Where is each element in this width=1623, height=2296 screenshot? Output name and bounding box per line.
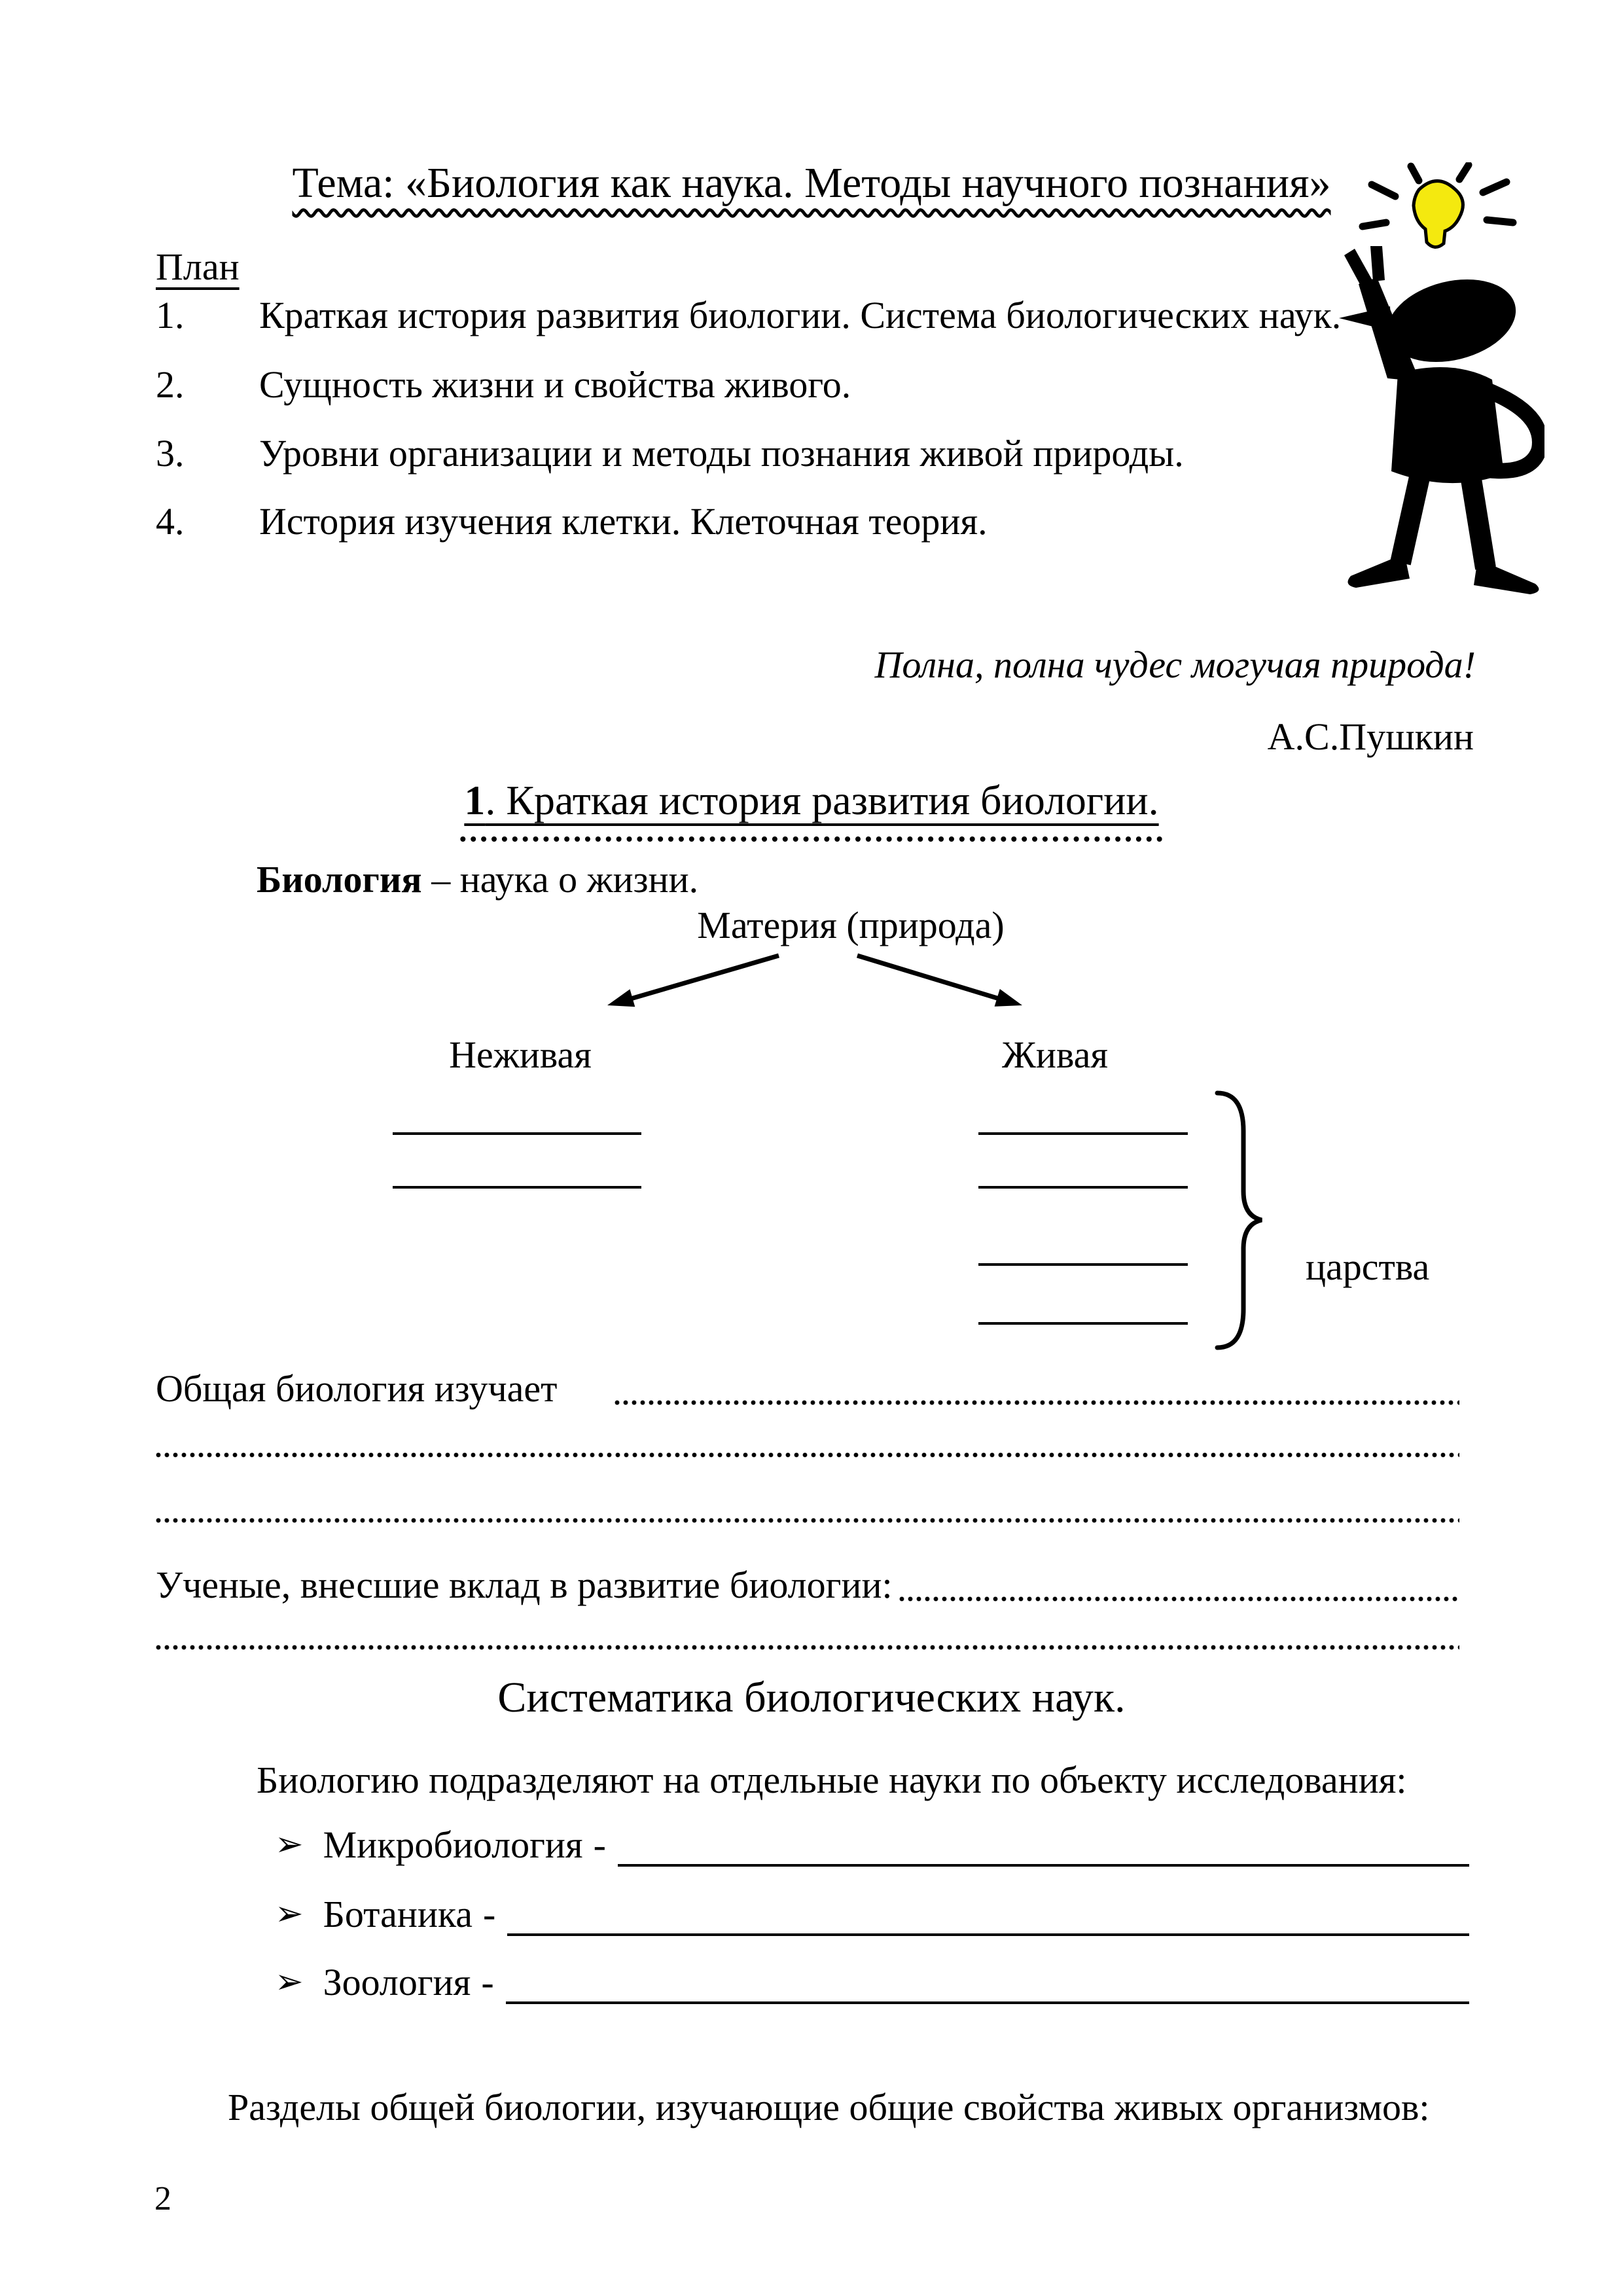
lightbulb-icon bbox=[1363, 165, 1513, 247]
definition-term: Биология bbox=[257, 858, 422, 901]
plan-item-number: 3. bbox=[156, 432, 185, 475]
section2-heading: Систематика биологических наук. bbox=[497, 1674, 1126, 1721]
blank-line-living-3 bbox=[978, 1263, 1188, 1266]
dotted-answer-line bbox=[156, 1431, 1459, 1458]
definition-text: – наука о жизни. bbox=[421, 858, 699, 901]
diagram-branch-arrows bbox=[576, 948, 1073, 1033]
blank-answer-line bbox=[507, 1895, 1469, 1936]
biology-definition bbox=[257, 857, 698, 901]
scientists-label: Ученые, внесшие вклад в развитие биологии: bbox=[156, 1564, 893, 1606]
plan-item-text: Уровни организации и методы познания живой природы. bbox=[259, 432, 1184, 475]
right-arrowhead-icon bbox=[995, 989, 1022, 1007]
dotted-answer-line bbox=[156, 1623, 1459, 1651]
blank-answer-line bbox=[506, 1964, 1469, 2004]
arrow-bullet-icon: ➢ bbox=[275, 1895, 304, 1933]
plan-item-number: 4. bbox=[156, 500, 185, 543]
page-number: 2 bbox=[154, 2180, 171, 2217]
blank-line-nonliving-1 bbox=[393, 1132, 641, 1135]
bullet-row-microbiology bbox=[275, 1823, 1469, 1867]
plan-item-text: Краткая история развития биологии. Система биологических наук. bbox=[259, 294, 1342, 336]
blank-line-living-2 bbox=[978, 1186, 1188, 1189]
arrow-bullet-icon: ➢ bbox=[275, 1826, 304, 1863]
general-biology-row bbox=[156, 1365, 1459, 1412]
left-arrowhead-icon bbox=[607, 989, 635, 1007]
plan-item-2 bbox=[156, 363, 1471, 406]
dotted-answer-line bbox=[899, 1562, 1459, 1609]
diagram-right-branch: Живая bbox=[1001, 1033, 1109, 1076]
bullet-row-zoology bbox=[275, 1961, 1469, 2004]
blank-answer-line bbox=[618, 1826, 1469, 1867]
dotted-answer-line bbox=[156, 1496, 1459, 1524]
curly-brace-icon bbox=[1205, 1088, 1268, 1353]
bullet-row-botany bbox=[275, 1893, 1469, 1936]
bullet-separator: - bbox=[593, 1823, 606, 1866]
blank-line-living-4 bbox=[978, 1322, 1188, 1325]
bullet-label: Ботаника bbox=[323, 1893, 473, 1935]
section2-outro: Разделы общей биологии, изучающие общие свойства живых организмов: bbox=[228, 2086, 1430, 2128]
section1-number: 1 bbox=[464, 777, 486, 823]
diagram-left-branch: Неживая bbox=[449, 1033, 592, 1076]
plan-item-number: 1. bbox=[156, 294, 185, 336]
diagram-root-node: Материя (природа) bbox=[697, 904, 1005, 946]
scientists-row bbox=[156, 1562, 1459, 1609]
plan-item-text: Сущность жизни и свойства живого. bbox=[259, 363, 851, 406]
bullet-label: Зоология bbox=[323, 1961, 471, 2003]
general-biology-label: Общая биология изучает bbox=[156, 1367, 558, 1410]
section2-intro: Биологию подразделяют на отдельные науки по объекту исследования: bbox=[257, 1759, 1407, 1801]
epigraph-author: А.С.Пушкин bbox=[1267, 715, 1474, 758]
blank-line-living-1 bbox=[978, 1132, 1188, 1135]
plan-item-number: 2. bbox=[156, 363, 185, 406]
plan-item-3 bbox=[156, 431, 1471, 475]
section1-title-text: . Краткая история развития биологии. bbox=[485, 777, 1159, 823]
plan-item-4 bbox=[156, 499, 1471, 543]
epigraph-quote: Полна, полна чудес могучая природа! bbox=[874, 643, 1476, 686]
dotted-answer-line bbox=[615, 1365, 1459, 1412]
plan-heading: План bbox=[156, 245, 240, 288]
arrow-bullet-icon: ➢ bbox=[275, 1964, 304, 2001]
section1-heading bbox=[460, 776, 1162, 842]
plan-item-text: История изучения клетки. Клеточная теория. bbox=[259, 500, 988, 543]
plan-item-1 bbox=[156, 293, 1471, 337]
page-title: Тема: «Биология как наука. Методы научного познания» bbox=[292, 159, 1331, 207]
blank-line-nonliving-2 bbox=[393, 1186, 641, 1189]
bullet-label: Микробиология bbox=[323, 1823, 583, 1866]
bullet-separator: - bbox=[483, 1893, 496, 1935]
brace-label: царства bbox=[1306, 1246, 1430, 1288]
bullet-separator: - bbox=[481, 1961, 494, 2003]
